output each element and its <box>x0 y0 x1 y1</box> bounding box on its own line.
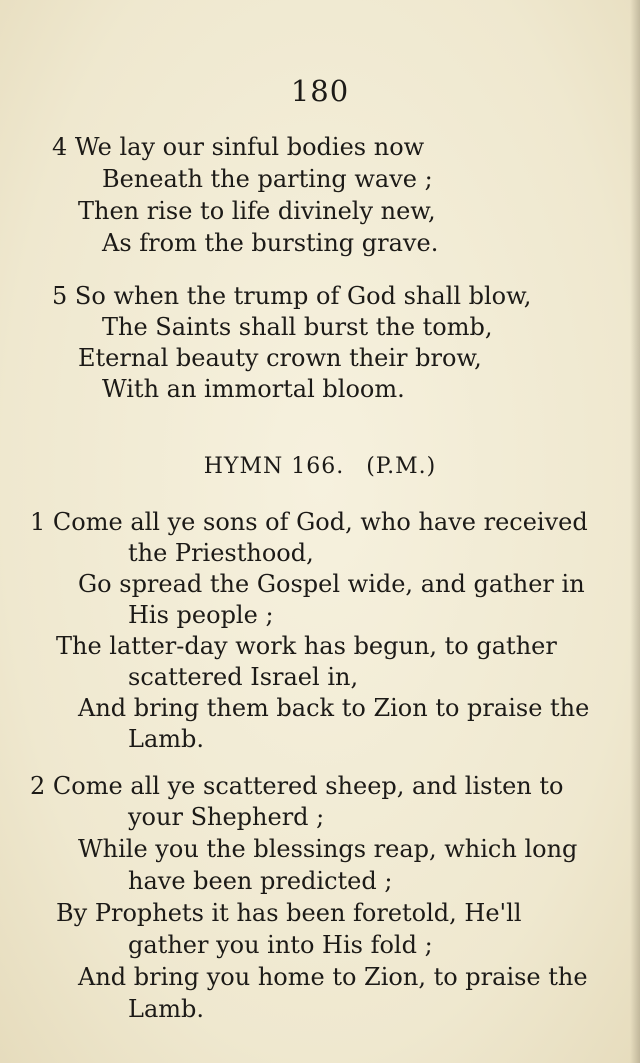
verse-line: 4 We lay our sinful bodies now <box>52 133 425 161</box>
page-number: 180 <box>290 74 350 108</box>
hymn-number: HYMN 166. <box>203 454 345 479</box>
verse-line: Lamb. <box>128 995 204 1023</box>
verse-number: 5 <box>52 282 68 310</box>
verse-line: And bring you home to Zion, to praise the <box>78 963 588 991</box>
verse-line: have been predicted ; <box>128 867 393 895</box>
verse-line: 5 So when the trump of God shall blow, <box>52 282 532 310</box>
verse-number: 2 <box>30 772 46 800</box>
verse-line: Lamb. <box>128 725 204 753</box>
verse-line: And bring them back to Zion to praise the <box>78 694 590 722</box>
verse-line: the Priesthood, <box>128 539 314 567</box>
verse-number: 4 <box>52 133 68 161</box>
verse-line: Then rise to life divinely new, <box>78 197 436 225</box>
verse-line: His people ; <box>128 601 274 629</box>
verse-line: Go spread the Gospel wide, and gather in <box>78 570 585 598</box>
verse-line: As from the bursting grave. <box>102 229 439 257</box>
verse-line: 2 Come all ye scattered sheep, and listen to <box>30 772 564 800</box>
verse-line: With an immortal bloom. <box>102 375 405 403</box>
verse-line: While you the blessings reap, which long <box>78 835 578 863</box>
page-edge-shadow <box>630 0 640 1063</box>
hymn-title <box>0 454 640 479</box>
verse-line: your Shepherd ; <box>128 803 325 831</box>
verse-line: The Saints shall burst the tomb, <box>102 313 493 341</box>
hymn-meter: (P.M.) <box>366 454 437 479</box>
verse-number: 1 <box>30 508 46 536</box>
verse-line: gather you into His fold ; <box>128 931 433 959</box>
verse-line: 1 Come all ye sons of God, who have received <box>30 508 588 536</box>
verse-line: scattered Israel in, <box>128 663 359 691</box>
verse-line: The latter-day work has begun, to gather <box>56 632 557 660</box>
verse-line: Beneath the parting wave ; <box>102 165 433 193</box>
verse-line: Eternal beauty crown their brow, <box>78 344 482 372</box>
verse-line: By Prophets it has been foretold, He'll <box>56 899 522 927</box>
